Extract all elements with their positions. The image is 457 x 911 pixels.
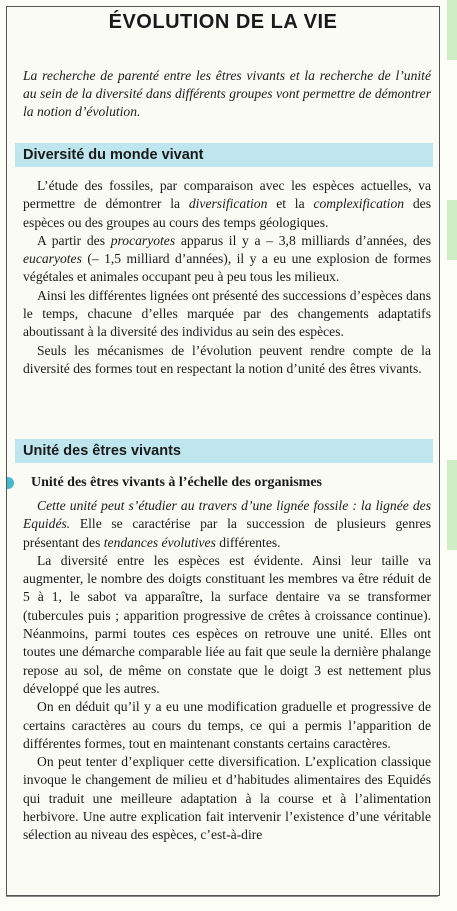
page-edge-strip xyxy=(447,200,457,260)
page-title: ÉVOLUTION DE LA VIE xyxy=(108,11,338,33)
bullet-icon xyxy=(7,477,14,489)
paragraph: La diversité entre les espèces est évidente. Ainsi leur taille va augmenter, le nombre des doigts constituant les membres va être réduit de 5 à 1, le sabot va apparaître, la surface dentaire va se transformer (tubercules puis ; apparition progressive de crêtes à croissance continue). Néanmoins, parmi toutes ces espèces on retrouve une unité. Elles ont toutes une démarche comparable liée au fait que seule la dernière phalange repose au sol, de même on constate que le doigt 3 est nettement plus développé que les autres. xyxy=(23,552,431,696)
section-unite-body xyxy=(23,497,431,845)
paragraph: On en déduit qu’il y a eu une modification graduelle et progressive de certains caractères au cours du temps, ce qui a permis l’apparition de différentes formes, tout en maintenant constants certains caractères. xyxy=(23,699,431,751)
page-edge-strip xyxy=(447,0,457,60)
page-frame xyxy=(6,6,440,896)
page-edge-strip xyxy=(447,460,457,550)
paragraph: Seuls les mécanismes de l’évolution peuvent rendre compte de la diversité des formes tout en respectant la notion d’unité des êtres vivants. xyxy=(23,342,431,376)
subheading-organismes: Unité des êtres vivants à l’échelle des organismes xyxy=(7,473,439,493)
intro-paragraph: La recherche de parenté entre les êtres vivants et la recherche de l’unité au sein de la diversité dans différents groupes vont permettre de démontrer la notion d’évolution. xyxy=(23,68,431,119)
paragraph: A partir des procaryotes apparus il y a – 3,8 milliards d’années, des eucaryotes (– 1,5 milliard d’années), il y a eu une explosion de formes végétales et animales occupant peu à peu tous les milieux. xyxy=(23,232,431,285)
divider xyxy=(6,896,438,897)
paragraph: L’étude des fossiles, par comparaison avec les espèces actuelles, va permettre de démontrer la diversification et la complexification des espèces ou des groupes au cours des temps géologiques. xyxy=(23,178,431,230)
section-heading-diversite: Diversité du monde vivant xyxy=(15,143,433,167)
paragraph: Cette unité peut s’étudier au travers d’une lignée fossile : la lignée des Equidés. Elle se caractérise par la succession de plusieurs genres présentant des tendances évolutives différentes. xyxy=(23,498,431,550)
paragraph: Ainsi les différentes lignées ont présenté des successions d’espèces dans le temps, chacune d’elles marquée par des changements adaptatifs aboutissant à la diversité des individus au sein des espèces. xyxy=(23,287,431,340)
section-diversite-body xyxy=(23,177,431,378)
paragraph: On peut tenter d’expliquer cette diversification. L’explication classique invoque le changement de milieu et d’habitudes alimentaires des Equidés qui traduit une meilleure adaptation à la course et à l’alimentation herbivore. Une autre explication fait intervenir l’existence d’une véritable sélection au niveau des espèces, c’est-à-dire xyxy=(23,754,431,843)
section-heading-unite: Unité des êtres vivants xyxy=(15,439,433,463)
